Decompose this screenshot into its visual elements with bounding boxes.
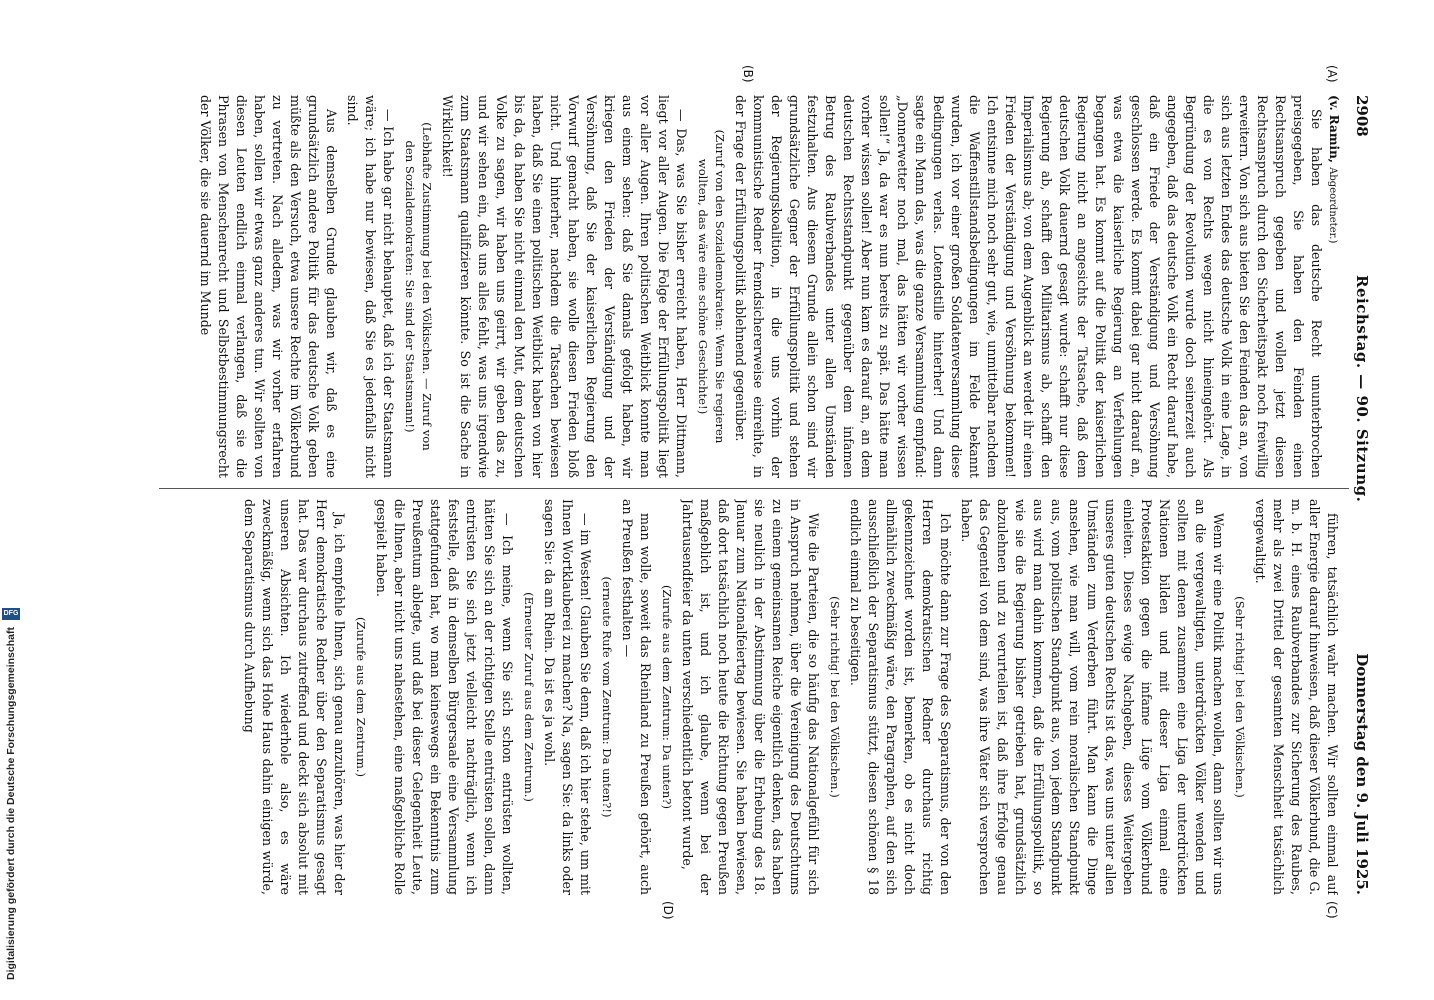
interjection: (Sehr richtig! bei den Völkischen.) bbox=[828, 596, 842, 798]
paragraph: führen, tatsächlich wahr machen. Wir sollten einmal auf aller Energie darauf hinweisen, daß dieser Völkerbund, die G. m. b. H. eines Raubverbandes zur Sicherung des Raubes, mehr als zwei Drittel der gesamten Menschheit tatsächlich vergewaltigt. bbox=[1253, 499, 1340, 895]
paragraph: — Ich habe gar nicht behauptet, daß ich der Staatsmann wäre; ich habe nur bewiesen, daß Sie es jedenfalls nicht sind. bbox=[345, 95, 396, 478]
dfg-logo-icon: DFG bbox=[2, 608, 20, 620]
interjection: (Lebhafte Zustimmung bei den Völkischen. — Zuruf von den Sozialdemokraten: Sie sind der Staatsmann!) bbox=[403, 122, 434, 451]
paragraph: Sie haben das deutsche Recht ununterbrochen preisgegeben, Sie haben den Feinden einen Rechtsanspruch gegeben und wollen jetzt diesen Rechtsanspruch durch den Sicherheitspakt noch freiwillig erweitern. Von sich aus bieten Sie den Feinden das an, von sich aus letzten Endes das deutsche Volk in eine Lage, in die es von Rechts wegen nicht hineingehört. Als Begründung der Revolution wurde doch seinerzeit auch angegeben, daß das deutsche Volk ein Recht darauf habe, daß ein Friede der Verständigung und Versöhnung geschlossen werde. Es kommt dabei gar nicht darauf an, was etwa die kaiserliche Regierung an Verfehlungen begangen hat. Es kommt auf die Politik der kaiserlichen Regierung nicht an angesichts der Tatsache, daß dem deutschen Volk dauernd gesagt wurde: schafft nur diese Regierung ab, schafft den Militarismus ab, schafft den Imperialismus ab; von dem Augenblick an werdet ihr einen Frieden der Verständigung und Versöhnung bekommen! Ich entsinne mich noch sehr gut, wie, unmittelbar nachdem die Waffenstillstandsbedingungen im Felde bekannt wurden, ich vor einer großen Soldatenversammlung diese Bedingungen verlas. Lotendstille hinterher! Und dann sagte ein Mann das, was die ganze Versammlung empfand: „Donnerwetter noch mal, das hätten wir vorher wissen sollen!“ Ja, da war es nun bereits zu spät. Das hätte man vorher wissen sollen! Aber nun kam es darauf an, an dem deutschen Rechtsstandpunkt gegenüber dem infamen Betrug des Raubverbandes unter allen Umständen festzuhalten. Aus diesem Grunde allein schon sind wir grundsätzliche Gegner der Erfüllungspolitik und stehen der Regierungskoalition, in die uns vorhin der kommunistische Redner fremdsichererweise einreihte, in der Frage der Erfüllungspolitik ablehnend gegenüber. bbox=[733, 95, 1324, 478]
speaker-name: (v. Ramin, bbox=[1327, 95, 1341, 163]
interjection: (Zurufe aus dem Zentrum: Da unten?) bbox=[660, 584, 674, 810]
paragraph: Wie die Parteien, die so häufig das Nationalgefühl für sich in Anspruch nehmen, über die Vereinigung des Deutschtums zu einem gemeinsamen Reiche eigentlich denken, das haben sie neulich in der Abstimmung über die Erhebung des 18. Januar zum Nationalfeiertag bewiesen. Sie haben bewiesen, daß dort tatsächlich noch heute die Richtung gegen Preußen maßgeblich ist, und ich glaube, wenn bei der Jahrtausendfeier da unten verschiedentlich betont wurde, bbox=[680, 499, 821, 895]
right-column bbox=[161, 499, 1341, 895]
paragraph: Ja, ich empfehle Ihnen, sich genau anzuhören, was hier der Herr demokratische Redner über den Separatismus gesagt hat. Das war durchaus zutreffend und deckt sich absolut mit unseren Absichten. Ich wiederhole also, es wäre zweckmäßig, wenn sich das Hohe Haus dahin einigen würde, dem Separatismus durch Aufhebung bbox=[242, 499, 347, 895]
margin-mark-c: (C) bbox=[1325, 901, 1339, 919]
credit-text: Digitalisierung gefördert durch die Deutsche Forschungsgemeinschaft bbox=[5, 627, 17, 980]
session-date: Donnerstag den 9. Juli 1925. bbox=[1353, 653, 1371, 895]
page-number: 2908 bbox=[1353, 95, 1371, 137]
paragraph: — Ich meine, wenn Sie sich schon entrüsten wollten, hätten Sie sich an der richtigen Stelle entrüsten sollen, dann entrüsten Sie sich jetzt vielleicht nachträglich, wenn ich feststelle, daß in demselben Bürgersaale eine Versammlung stattgefunden hat, wo man keineswegs ein Bekenntnis zum Preußentum ablegte, und daß bei dieser Gelegenheit Leute, die Ihnen, aber nicht uns nahestehen, eine maßgebliche Rolle gespielt haben. bbox=[374, 499, 515, 895]
margin-mark-b: (B) bbox=[741, 65, 755, 83]
margin-mark-a: (A) bbox=[1325, 65, 1339, 83]
interjection: (erneute Rufe vom Zentrum: Da unten?!) bbox=[600, 576, 614, 818]
rotated-printed-page bbox=[85, 65, 1375, 920]
interjection: (Zurufe aus dem Zentrum.) bbox=[354, 616, 368, 778]
paragraph: man wolle, soweit das Rheinland zu Preußen gehört, auch an Preußen festhalten — bbox=[620, 499, 653, 895]
margin-mark-d: (D) bbox=[661, 901, 675, 920]
paragraph: Wenn wir eine Politik machen wollen, dann sollten wir uns an die vergewaltigten, unterdrückten Völker wenden und sollten mit denen zusammen eine Liga der unterdrückten Nationen bilden und mit dieser Liga einmal eine Protestaktion gegen die infame Lüge vom Völkerbund einleiten. Dieses ewige Nachgeben, dieses Weitergeben unseres guten deutschen Rechts ist das, was uns unter allen Umständen zum Verderben führt. Man kann die Dinge ansehen, wie man will, vom rein moralischen Standpunkt aus, vom politischen Standpunkt aus, von jedem Standpunkt aus wird man dahin kommen, daß die Erfüllungspolitik, so wie sie die Regierung bisher getrieben hat, grundsätzlich abzulehnen und zu verurteilen ist, daß ihre Erfolge genau das Gegenteil von dem sind, was ihre Väter sich versprochen haben. bbox=[959, 499, 1226, 895]
speaker-line bbox=[1327, 95, 1341, 478]
paragraph: Aus demselben Grunde glauben wir, daß es eine grundsätzlich andere Politik für das deutsche Volk geben müßte als den Versuch, etwa unsere Rechte im Völkerbund zu vertreten. Nach alledem, was wir vorher erfahren haben, sollen wir etwas ganz anderes tun. Wir sollten von diesen Leuten endlich einmal verlangen, daß sie die Phrasen von Menschenrecht und Selbstbestimmungsrecht der Völker, die sie dauernd im Munde bbox=[198, 95, 339, 478]
paragraph: Ich möchte dann zur Frage des Separatismus, der von den Herren demokratischen Redner durchaus richtig gekennzeichnet worden ist, bemerken, ob es nicht doch allmählich zweckmäßig wäre, den Paragraphen, auf den sich ausschließlich der Separatismus stützt, diesen schönen § 18 endlich einmal zu beseitigen. bbox=[848, 499, 953, 895]
speaker-role: Abgeordneter.) bbox=[1327, 167, 1338, 244]
interjection: (Zuruf von den Sozialdemokraten: Wenn Sie regieren wollten, das wäre eine schöne Geschichte!) bbox=[696, 129, 727, 444]
left-column bbox=[161, 95, 1341, 478]
page-header bbox=[1347, 95, 1375, 895]
interjection: (Erneuter Zuruf aus dem Zentrum.) bbox=[522, 592, 536, 802]
session-title: Reichstag. — 90. Sitzung. bbox=[1353, 275, 1371, 503]
interjection: (Sehr richtig! bei den Völkischen.) bbox=[1233, 596, 1247, 798]
paragraph: — im Westen! Glauben Sie denn, daß ich hier stehe, um mit Ihnen Wortklauberei zu machen? Na, sagen Sie: da links oder sagen Sie: da am Rhein. Da ist es ja wohl. bbox=[542, 499, 593, 895]
column-divider bbox=[159, 488, 1349, 489]
paragraph: — Das, was Sie bisher erreicht haben, Herr Dittmann, liegt vor aller Augen. Die Folge der Erfüllungspolitik liegt vor aller Augen. Ihren politischen Weitblick konnte man aus einem sehen: daß Sie damals gefolgt haben, wir kriegen den Frieden der Verständigung und der Versöhnung, daß Sie der kaiserlichen Regierung den Vorwurf gemacht haben, sie wolle diesen Frieden bloß nicht. Und hinterher, nachdem die Tatsachen bewiesen haben, daß Sie einen politischen Weitblick haben von hier bis da, da haben Sie nicht einmal den Mut, dem deutschen Volke zu sagen, wir haben uns geirrt, wir geben das zu, und wir sehen ein, daß uns alles fehlt, was uns irgendwie zum Staatsmann qualifizieren könnte. So ist die Sache in Wirklichkeit! bbox=[440, 95, 689, 478]
digitization-credit bbox=[4, 510, 18, 980]
